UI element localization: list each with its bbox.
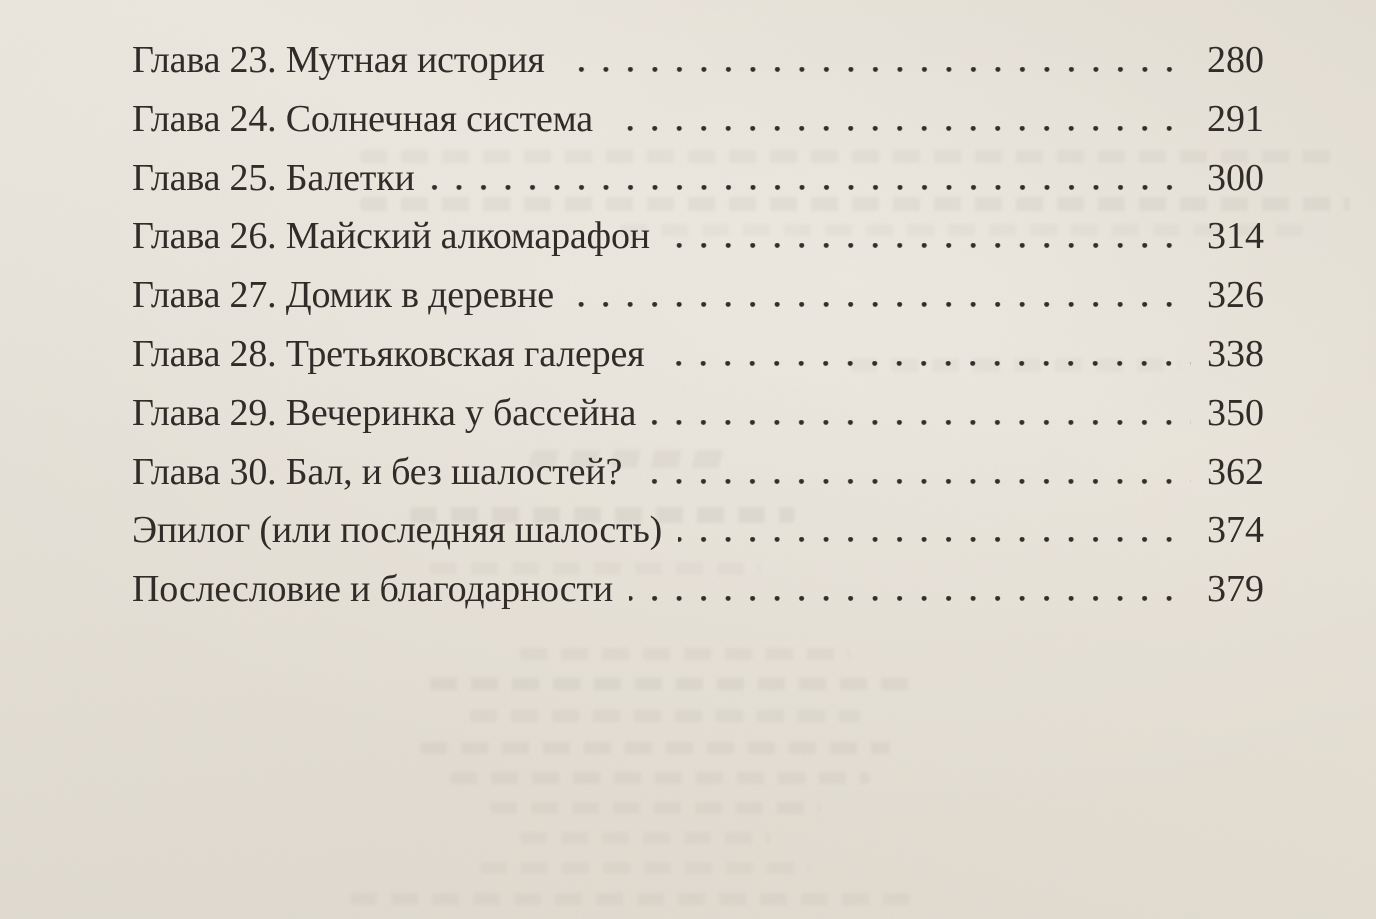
chapter-title: Глава 25. Балетки xyxy=(132,156,415,199)
chapter-title: Эпилог (или последняя шалость) xyxy=(132,509,663,552)
chapter-page-number: 362 xyxy=(1207,450,1264,493)
page-bleedthrough xyxy=(450,772,870,784)
chapter-page-number: 280 xyxy=(1207,39,1264,81)
dot-leader xyxy=(652,420,1191,425)
toc-row xyxy=(132,391,1264,450)
dot-leader xyxy=(561,67,1191,72)
page-bleedthrough xyxy=(420,742,890,754)
chapter-title: Глава 28. Третьяковская галерея xyxy=(132,332,645,375)
chapter-title: Глава 30. Бал, и без шалостей? xyxy=(132,450,623,493)
chapter-page-number: 338 xyxy=(1207,332,1264,375)
page-bleedthrough xyxy=(520,648,850,660)
table-of-contents xyxy=(132,38,1264,626)
page-bleedthrough xyxy=(490,802,820,814)
dot-leader xyxy=(570,302,1191,307)
page-bleedthrough xyxy=(520,832,770,844)
dot-leader xyxy=(638,479,1191,484)
toc-row xyxy=(132,332,1264,391)
toc-row xyxy=(132,97,1264,156)
page-bleedthrough xyxy=(470,710,860,722)
toc-row xyxy=(132,450,1264,509)
toc-row xyxy=(132,38,1264,97)
chapter-title: Послесловие и благодарности xyxy=(132,568,613,611)
chapter-page-number: 374 xyxy=(1207,509,1264,552)
page-bleedthrough xyxy=(480,862,810,874)
chapter-title: Глава 24. Солнечная система xyxy=(132,97,593,140)
toc-row xyxy=(132,273,1264,332)
page-bleedthrough xyxy=(430,678,910,690)
chapter-title: Глава 23. Мутная история xyxy=(132,39,545,81)
chapter-page-number: 300 xyxy=(1207,156,1264,199)
chapter-title: Глава 29. Вечеринка у бассейна xyxy=(132,391,637,434)
chapter-page-number: 326 xyxy=(1207,274,1264,317)
toc-row xyxy=(132,567,1264,626)
chapter-page-number: 350 xyxy=(1207,391,1264,434)
chapter-page-number: 379 xyxy=(1207,568,1264,611)
dot-leader xyxy=(678,537,1191,542)
chapter-page-number: 291 xyxy=(1207,97,1264,140)
toc-row xyxy=(132,156,1264,215)
chapter-page-number: 314 xyxy=(1207,215,1264,258)
dot-leader xyxy=(660,361,1191,366)
page-bleedthrough xyxy=(350,893,910,905)
dot-leader xyxy=(666,243,1191,248)
dot-leader xyxy=(609,126,1191,131)
dot-leader xyxy=(431,185,1191,190)
toc-row xyxy=(132,508,1264,567)
toc-row xyxy=(132,214,1264,273)
chapter-title: Глава 26. Майский алкомарафон xyxy=(132,215,650,258)
dot-leader xyxy=(629,596,1191,601)
chapter-title: Глава 27. Домик в деревне xyxy=(132,274,554,317)
